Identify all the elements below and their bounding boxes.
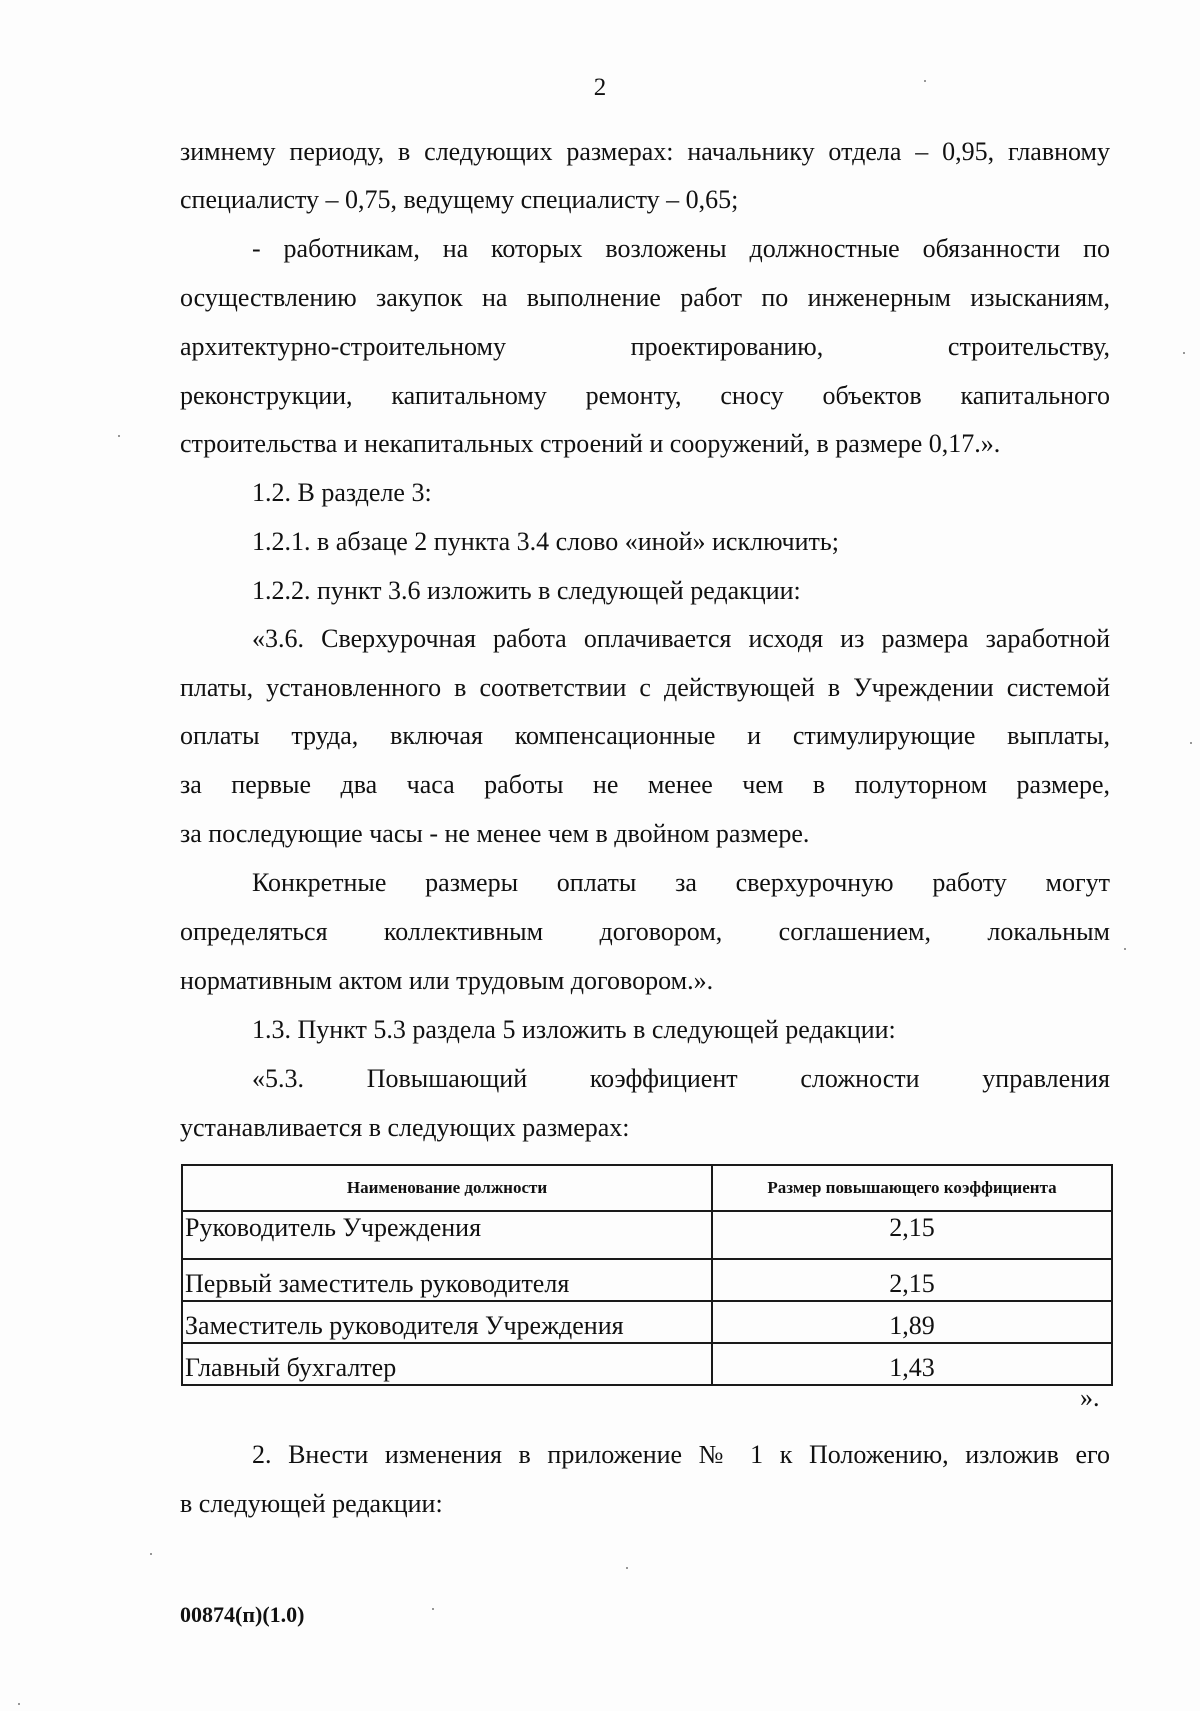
paragraph-line: «5.3. Повышающий коэффициент сложности управления — [252, 1064, 1110, 1093]
scan-speck — [1124, 948, 1126, 950]
paragraph-line: устанавливается в следующих размерах: — [180, 1113, 630, 1142]
scan-speck — [1190, 742, 1192, 744]
paragraph-line: Конкретные размеры оплаты за сверхурочную работу могут — [252, 868, 1110, 897]
paragraph-line: зимнему периоду, в следующих размерах: начальнику отдела – 0,95, главному — [180, 137, 1110, 166]
table-row — [182, 1343, 1112, 1385]
scan-speck — [924, 80, 926, 82]
column-header-position: Наименование должности — [182, 1165, 712, 1211]
table-header-row — [182, 1165, 1112, 1211]
position-name-cell: Заместитель руководителя Учреждения — [182, 1301, 712, 1343]
paragraph-line: 1.2. В разделе 3: — [252, 478, 432, 507]
table-row — [182, 1211, 1112, 1259]
page-number: 2 — [593, 74, 607, 101]
paragraph-line: - работникам, на которых возложены должностные обязанности по — [252, 234, 1110, 263]
column-header-coefficient: Размер повышающего коэффициента — [712, 1165, 1112, 1211]
position-name-cell: Руководитель Учреждения — [182, 1211, 712, 1259]
scan-speck — [432, 1608, 434, 1610]
paragraph-line: строительства и некапитальных строений и сооружений, в размере 0,17.». — [180, 429, 1001, 458]
paragraph-line: за последующие часы - не менее чем в двойном размере. — [180, 819, 810, 848]
scan-speck — [626, 1567, 628, 1569]
scan-speck — [18, 1703, 20, 1705]
document-code: 00874(п)(1.0) — [180, 1602, 305, 1627]
coefficient-cell: 1,43 — [712, 1343, 1112, 1385]
paragraph-line: архитектурно-строительному проектированию, строительству, — [180, 332, 1110, 361]
position-name-cell: Первый заместитель руководителя — [182, 1259, 712, 1301]
paragraph-line: за первые два часа работы не менее чем в полуторном размере, — [180, 770, 1110, 799]
coefficient-table — [181, 1164, 1113, 1386]
paragraph-line: 1.3. Пункт 5.3 раздела 5 изложить в следующей редакции: — [252, 1015, 896, 1044]
paragraph-line: нормативным актом или трудовым договором.». — [180, 966, 714, 995]
paragraph-line: определяться коллективным договором, соглашением, локальным — [180, 917, 1110, 946]
paragraph-line: в следующей редакции: — [180, 1489, 443, 1518]
position-name-cell: Главный бухгалтер — [182, 1343, 712, 1385]
paragraph-line: специалисту – 0,75, ведущему специалисту – 0,65; — [180, 185, 739, 214]
paragraph-line: 1.2.1. в абзаце 2 пункта 3.4 слово «иной» исключить; — [252, 527, 839, 556]
scan-speck — [150, 1553, 152, 1555]
paragraph-line: 2. Внести изменения в приложение № 1 к Положению, изложив его — [252, 1440, 1110, 1469]
paragraph-line: реконструкции, капитальному ремонту, сносу объектов капитального — [180, 381, 1110, 410]
scan-speck — [118, 435, 120, 437]
coefficient-cell: 1,89 — [712, 1301, 1112, 1343]
paragraph-line: 1.2.2. пункт 3.6 изложить в следующей редакции: — [252, 576, 801, 605]
table-row — [182, 1259, 1112, 1301]
coefficient-cell: 2,15 — [712, 1211, 1112, 1259]
paragraph-line: «3.6. Сверхурочная работа оплачивается исходя из размера заработной — [252, 624, 1110, 653]
table-row — [182, 1301, 1112, 1343]
closing-quote: ». — [1080, 1383, 1100, 1412]
scan-speck — [1183, 352, 1185, 354]
paragraph-line: осуществлению закупок на выполнение работ по инженерным изысканиям, — [180, 283, 1110, 312]
paragraph-line: платы, установленного в соответствии с действующей в Учреждении системой — [180, 673, 1110, 702]
paragraph-line: оплаты труда, включая компенсационные и стимулирующие выплаты, — [180, 721, 1110, 750]
coefficient-cell: 2,15 — [712, 1259, 1112, 1301]
